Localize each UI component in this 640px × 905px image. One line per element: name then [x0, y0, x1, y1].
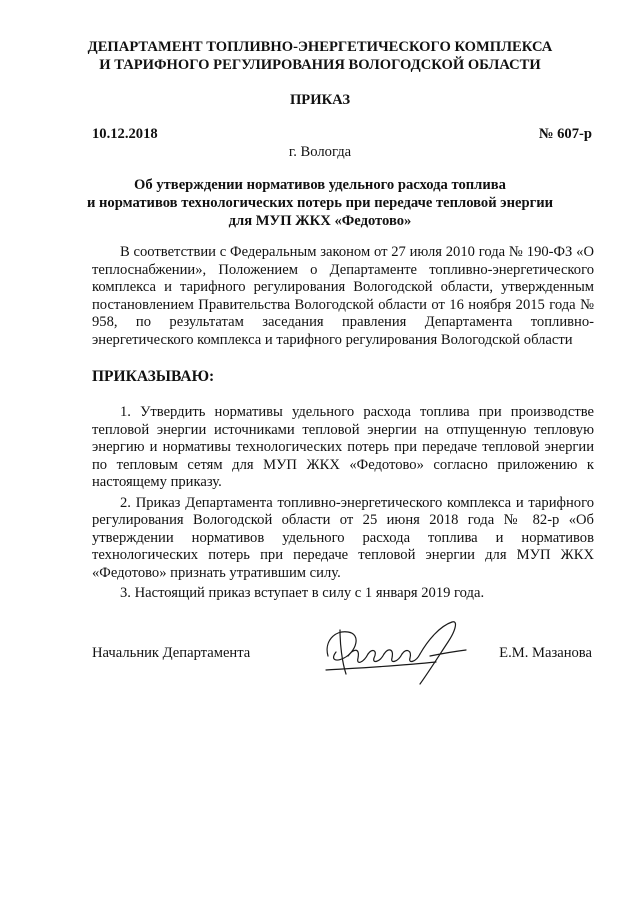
subject-line-1: Об утверждении нормативов удельного расхода топлива: [134, 177, 506, 193]
document-type: ПРИКАЗ: [289, 92, 351, 108]
order-items: [92, 404, 594, 606]
document-subject: [70, 176, 570, 230]
order-item-3: 3. Настоящий приказ вступает в силу с 1 января 2019 года.: [120, 585, 485, 601]
organization-line-2: И ТАРИФНОГО РЕГУЛИРОВАНИЯ ВОЛОГОДСКОЙ ОБЛАСТИ: [99, 57, 541, 73]
signer-position: Начальник Департамента: [92, 645, 251, 661]
decree-word: ПРИКАЗЫВАЮ:: [92, 368, 215, 385]
document-date: 10.12.2018: [92, 126, 158, 142]
subject-line-2: и нормативов технологических потерь при передаче тепловой энергии: [86, 195, 554, 211]
organization-line-1: ДЕПАРТАМЕНТ ТОПЛИВНО-ЭНЕРГЕТИЧЕСКОГО КОМПЛЕКСА: [87, 39, 553, 55]
signature-icon: [318, 612, 478, 692]
order-item-1: 1. Утвердить нормативы удельного расхода топлива при производстве тепловой энергии источниками тепловой энергии на отпущенную тепловую энергию и нормативы технологических потерь при передаче тепловой энергии по тепловым сетям для МУП ЖКХ «Федотово» согласно приложению к настоящему приказу.: [92, 404, 594, 490]
order-item-2: 2. Приказ Департамента топливно-энергетического комплекса и тарифного регулирования Вологодской области от 25 июня 2018 года № 82-р «Об утверждении нормативов удельного расхода топлива и нормативов технологических потерь при передаче тепловой энергии для МУП ЖКХ «Федотово» признать утратившим силу.: [92, 494, 594, 581]
signer-name: Е.М. Мазанова: [499, 645, 592, 661]
subject-line-3: для МУП ЖКХ «Федотово»: [228, 213, 412, 229]
document-city: г. Вологда: [288, 144, 352, 160]
organization-heading: [70, 38, 570, 74]
document-number: № 607-р: [538, 126, 592, 142]
preamble-paragraph: В соответствии с Федеральным законом от 27 июля 2010 года № 190-ФЗ «О теплоснабжении», Положением о Департаменте топливно-энергетического комплекса и тарифного регулирования Вологодской области, утвержденным постановлением Правительства Вологодской области от 16 ноября 2015 года № 958, по результатам заседания правления Департамента топливно-энергетического комплекса и тарифного регулирования Вологодской области: [92, 244, 594, 348]
